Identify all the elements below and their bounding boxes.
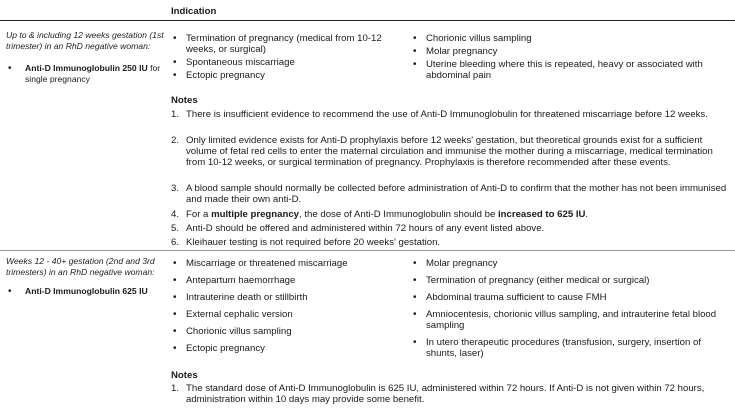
list-item: • Miscarriage or threatened miscarriage: [171, 258, 396, 269]
list-item: • Ectopic pregnancy: [171, 343, 396, 354]
note-item: 6. Kleihauer testing is not required before 20 weeks' gestation.: [171, 237, 441, 248]
note-item: 5. Anti-D should be offered and administered within 72 hours of any event listed above.: [171, 223, 545, 234]
list-item: • Amniocentesis, chorionic villus sampling, and intrauterine fetal blood sampling: [411, 309, 726, 331]
list-item: • Molar pregnancy: [411, 258, 731, 269]
note-item: 1. There is insufficient evidence to recommend the use of Anti-D Immunoglobulin for threatened miscarriage before 12 weeks.: [171, 109, 708, 120]
bullet-icon: •: [8, 286, 12, 297]
list-item: • Abdominal trauma sufficient to cause FMH: [411, 292, 731, 303]
list-item: • Ectopic pregnancy: [171, 70, 396, 81]
list-item: • Uterine bleeding where this is repeated, heavy or associated with abdominal pain: [411, 59, 716, 81]
row2-gestation-label: Weeks 12 - 40+ gestation (2nd and 3rd trimesters) in an RhD negative woman:: [6, 256, 155, 277]
row1-indications-col1: [171, 33, 396, 81]
indication-heading: Indication: [171, 6, 217, 17]
bullet-icon: •: [8, 63, 12, 74]
list-item: • Molar pregnancy: [411, 46, 731, 57]
row2-notes-heading: Notes: [171, 370, 198, 381]
note-item: 4. For a multiple pregnancy, the dose of Anti-D Immunoglobulin should be increased to 625 IU.: [171, 209, 589, 220]
list-item: • Intrauterine death or stillbirth: [171, 292, 396, 303]
row1-dose: [6, 63, 166, 85]
list-item: • Chorionic villus sampling: [411, 33, 731, 44]
row2-indications-col1: [171, 258, 396, 354]
row1-dose-bold: Anti-D Immunoglobulin 250 IU: [25, 63, 148, 73]
row2-dose-text: Anti-D Immunoglobulin 625 IU: [25, 286, 148, 296]
row1-notes-heading: Notes: [171, 95, 198, 106]
row1-indications-col2: [411, 33, 731, 81]
note-item: 2. Only limited evidence exists for Anti-D prophylaxis before 12 weeks' gestation, but theoretical grounds exist for a sufficient volume of fetal red cells to enter the maternal circulation and immunise the mother during a miscarriage, medical termination from 10-12 weeks, or surgical termination of pregnancy. Prophylaxis is therefore recommended after these events.: [171, 135, 713, 168]
list-item: • Spontaneous miscarriage: [171, 57, 396, 68]
list-item: • Antepartum haemorrhage: [171, 275, 396, 286]
list-item: • In utero therapeutic procedures (transfusion, surgery, insertion of shunts, laser): [411, 337, 726, 359]
row1-dose-text: [25, 63, 166, 85]
list-item: • Termination of pregnancy (medical from 10-12 weeks, or surgical): [171, 33, 396, 55]
row-divider: [0, 250, 735, 251]
row1-dose-rest: for single pregnancy: [25, 63, 161, 84]
note-item: 3. A blood sample should normally be collected before administration of Anti-D to confirm that the mother has not been immunised and made their own anti-D.: [171, 183, 727, 205]
row2-dose: [6, 286, 166, 297]
note-item: 1. The standard dose of Anti-D Immunoglobulin is 625 IU, administered within 72 hours. If Anti-D is not given within 72 hours, administration within 10 days may provide some benefit.: [171, 383, 705, 405]
list-item: • External cephalic version: [171, 309, 396, 320]
table-header: [0, 0, 735, 21]
row2-indications-col2: [411, 258, 731, 359]
list-item: • Termination of pregnancy (either medical or surgical): [411, 275, 731, 286]
list-item: • Chorionic villus sampling: [171, 326, 396, 337]
row1-gestation-label: Up to & including 12 weeks gestation (1st trimester) in an RhD negative woman:: [6, 30, 164, 51]
